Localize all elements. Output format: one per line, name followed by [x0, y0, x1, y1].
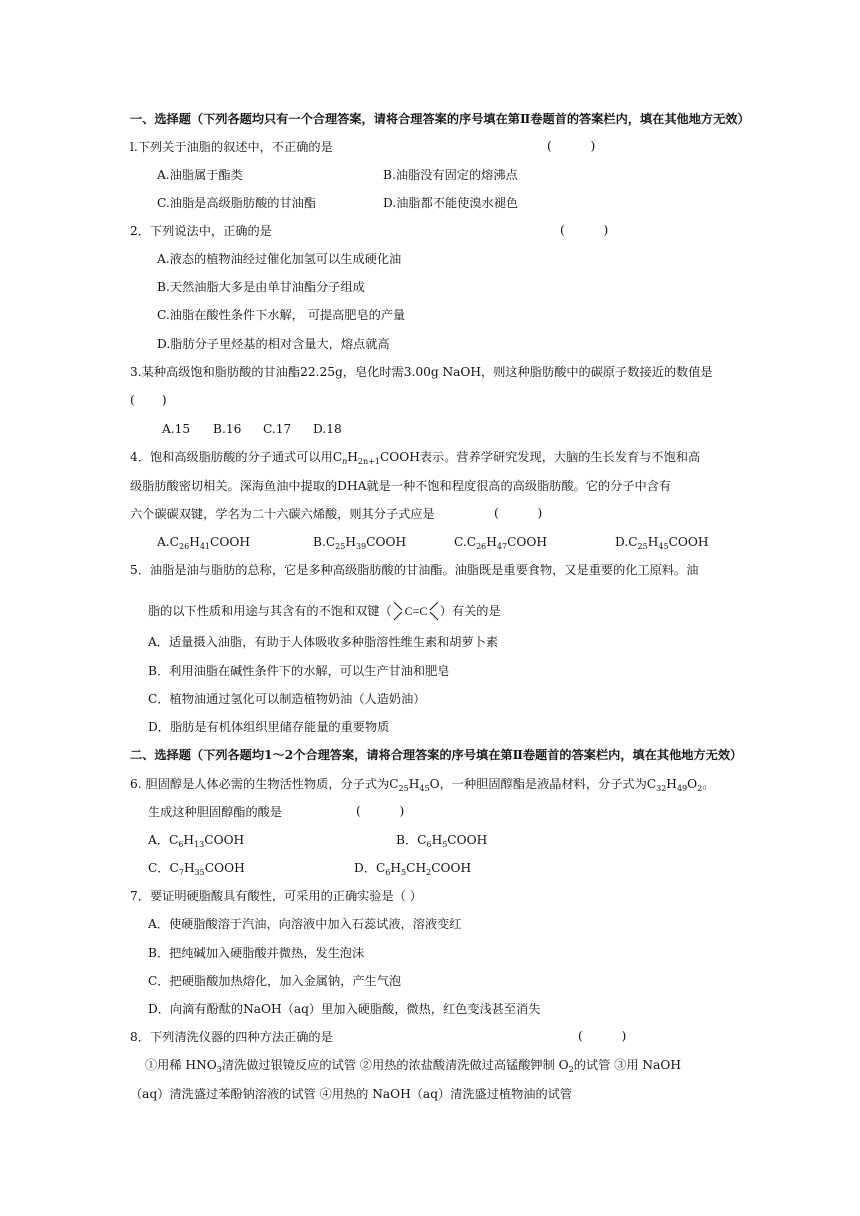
- q3-option-a: A.15: [162, 422, 191, 436]
- q3-option-b: B.16: [213, 422, 242, 436]
- q6-option-c: C．$C_7H_{35}COOH$: [148, 861, 245, 877]
- q4-formula: $C_nH_{2n+1}COOH$: [332, 450, 420, 466]
- q1-answer-paren: ( ): [547, 139, 596, 153]
- q2-option-d: D.脂肪分子里烃基的相对含量大，熔点就高: [157, 337, 390, 351]
- q5-stem-line2: 脂的以下性质和用途与其含有的不饱和双键（ C=C ）有关的是: [148, 600, 501, 622]
- q4-option-d: $D.C_{25}H_{45}COOH$: [615, 535, 709, 551]
- q6-stem-line1: 6. 胆固醇是人体必需的生物活性物质，分子式为$C_{25}H_{45}O$，一种胆固醇酯是液晶材料，分子式为$C_{32}H_{49}O_2$。: [130, 777, 715, 793]
- section1-heading: 一、选择题（下列各题均只有一个合理答案，请将合理答案的序号填在第Ⅱ卷题首的答案栏内，填在其他地方无效）: [130, 112, 750, 126]
- q1-option-c: C.油脂是高级脂肪酸的甘油酯: [157, 196, 317, 210]
- q8-answer-paren: ( ): [578, 1029, 627, 1043]
- q2-answer-paren: ( ): [560, 223, 609, 237]
- q3-option-c: C.17: [263, 422, 292, 436]
- q5-option-d: D．脂肪是有机体组织里储存能量的重要物质: [148, 720, 390, 734]
- q8-line2: ①用稀 $HNO_3$清洗做过银镜反应的试管 ②用热的浓盐酸清洗做过高锰酸钾制 $O_2$的试管 ③用 NaOH: [145, 1058, 681, 1074]
- q4-option-a: $A.C_{26}H_{41}COOH$: [157, 535, 250, 551]
- svg-text:C=C: C=C: [404, 604, 428, 618]
- q7-stem: 7．要证明硬脂酸具有酸性，可采用的正确实验是（ ）: [130, 889, 422, 903]
- q3-answer-paren: ( ): [130, 393, 167, 407]
- carbon-double-bond-icon: [392, 600, 440, 622]
- q1-option-b: B.油脂没有固定的熔沸点: [383, 168, 518, 182]
- q6-option-a: A．$C_6H_{13}COOH$: [148, 833, 245, 849]
- q4-stem-line3: 六个碳碳双键，学名为二十六碳六烯酸，则其分子式应是: [130, 507, 435, 521]
- q3-stem: 3.某种高级饱和脂肪酸的甘油酯22.25g，皂化时需3.00g NaOH，则这种脂肪酸中的碳原子数接近的数值是: [130, 365, 713, 379]
- q4-option-b: $B.C_{25}H_{39}COOH$: [313, 535, 407, 551]
- q1-stem: l.下列关于油脂的叙述中，不正确的是: [130, 140, 333, 154]
- q4-stem-line1: [130, 449, 700, 465]
- q5-stem-line1: 5．油脂是油与脂肪的总称，它是多种高级脂肪酸的甘油酯。油脂既是重要食物，又是重要的化工原料。油: [130, 563, 699, 577]
- q4-answer-paren: ( ): [494, 506, 543, 520]
- q2-option-a: A.液态的植物油经过催化加氢可以生成硬化油: [157, 252, 402, 266]
- q6-option-b: B．$C_6H_5COOH$: [396, 833, 488, 849]
- q6-option-d: D．$C_6H_5CH_2COOH$: [354, 861, 472, 877]
- section2-heading: 二、选择题（下列各题均1～2个合理答案，请将合理答案的序号填在第Ⅱ卷题首的答案栏内，填在其他地方无效）: [130, 748, 743, 762]
- q1-option-a: A.油脂属于酯类: [157, 168, 243, 182]
- q8-line3: （aq）清洗盛过苯酚钠溶液的试管 ④用热的 NaOH（aq）清洗盛过植物油的试管: [130, 1087, 573, 1101]
- q2-stem: 2．下列说法中，正确的是: [130, 224, 272, 238]
- q5-option-a: A．适量摄入油脂，有助于人体吸收多种脂溶性维生素和胡萝卜素: [148, 635, 499, 649]
- q2-option-b: B.天然油脂大多是由单甘油酯分子组成: [157, 280, 365, 294]
- q8-stem: 8．下列清洗仪器的四种方法正确的是: [130, 1030, 333, 1044]
- q5-option-c: C．植物油通过氢化可以制造植物奶油（人造奶油）: [148, 692, 426, 706]
- q5-option-b: B．利用油脂在碱性条件下的水解，可以生产甘油和肥皂: [148, 664, 450, 678]
- q4-stem-a: 4．饱和高级脂肪酸的分子通式可以用: [130, 450, 333, 464]
- q4-stem-b: 表示。营养学研究发现，大脑的生长发育与不饱和高: [419, 450, 701, 464]
- q4-stem-line2: 级脂肪酸密切相关。深海鱼油中提取的DHA就是一种不饱和程度很高的高级脂肪酸。它的分子中含有: [130, 479, 672, 493]
- q3-option-d: D.18: [313, 422, 342, 436]
- q7-option-b: B．把纯碱加入硬脂酸并微热，发生泡沫: [148, 946, 365, 960]
- q7-option-d: D．向滴有酚酞的NaOH（aq）里加入硬脂酸，微热，红色变浅甚至消失: [148, 1002, 541, 1016]
- q6-answer-paren: ( ): [356, 804, 405, 818]
- q4-option-c: $C.C_{26}H_{47}COOH$: [454, 535, 548, 551]
- q2-option-c: C.油脂在酸性条件下水解， 可提高肥皂的产量: [157, 308, 406, 322]
- q6-stem-line2: 生成这种胆固醇酯的酸是: [148, 805, 283, 819]
- q7-option-a: A．使硬脂酸溶于汽油，向溶液中加入石蕊试液，溶液变红: [148, 917, 462, 931]
- q1-option-d: D.油脂都不能使溴水褪色: [383, 196, 519, 210]
- q7-option-c: C．把硬脂酸加热熔化，加入金属钠，产生气泡: [148, 974, 402, 988]
